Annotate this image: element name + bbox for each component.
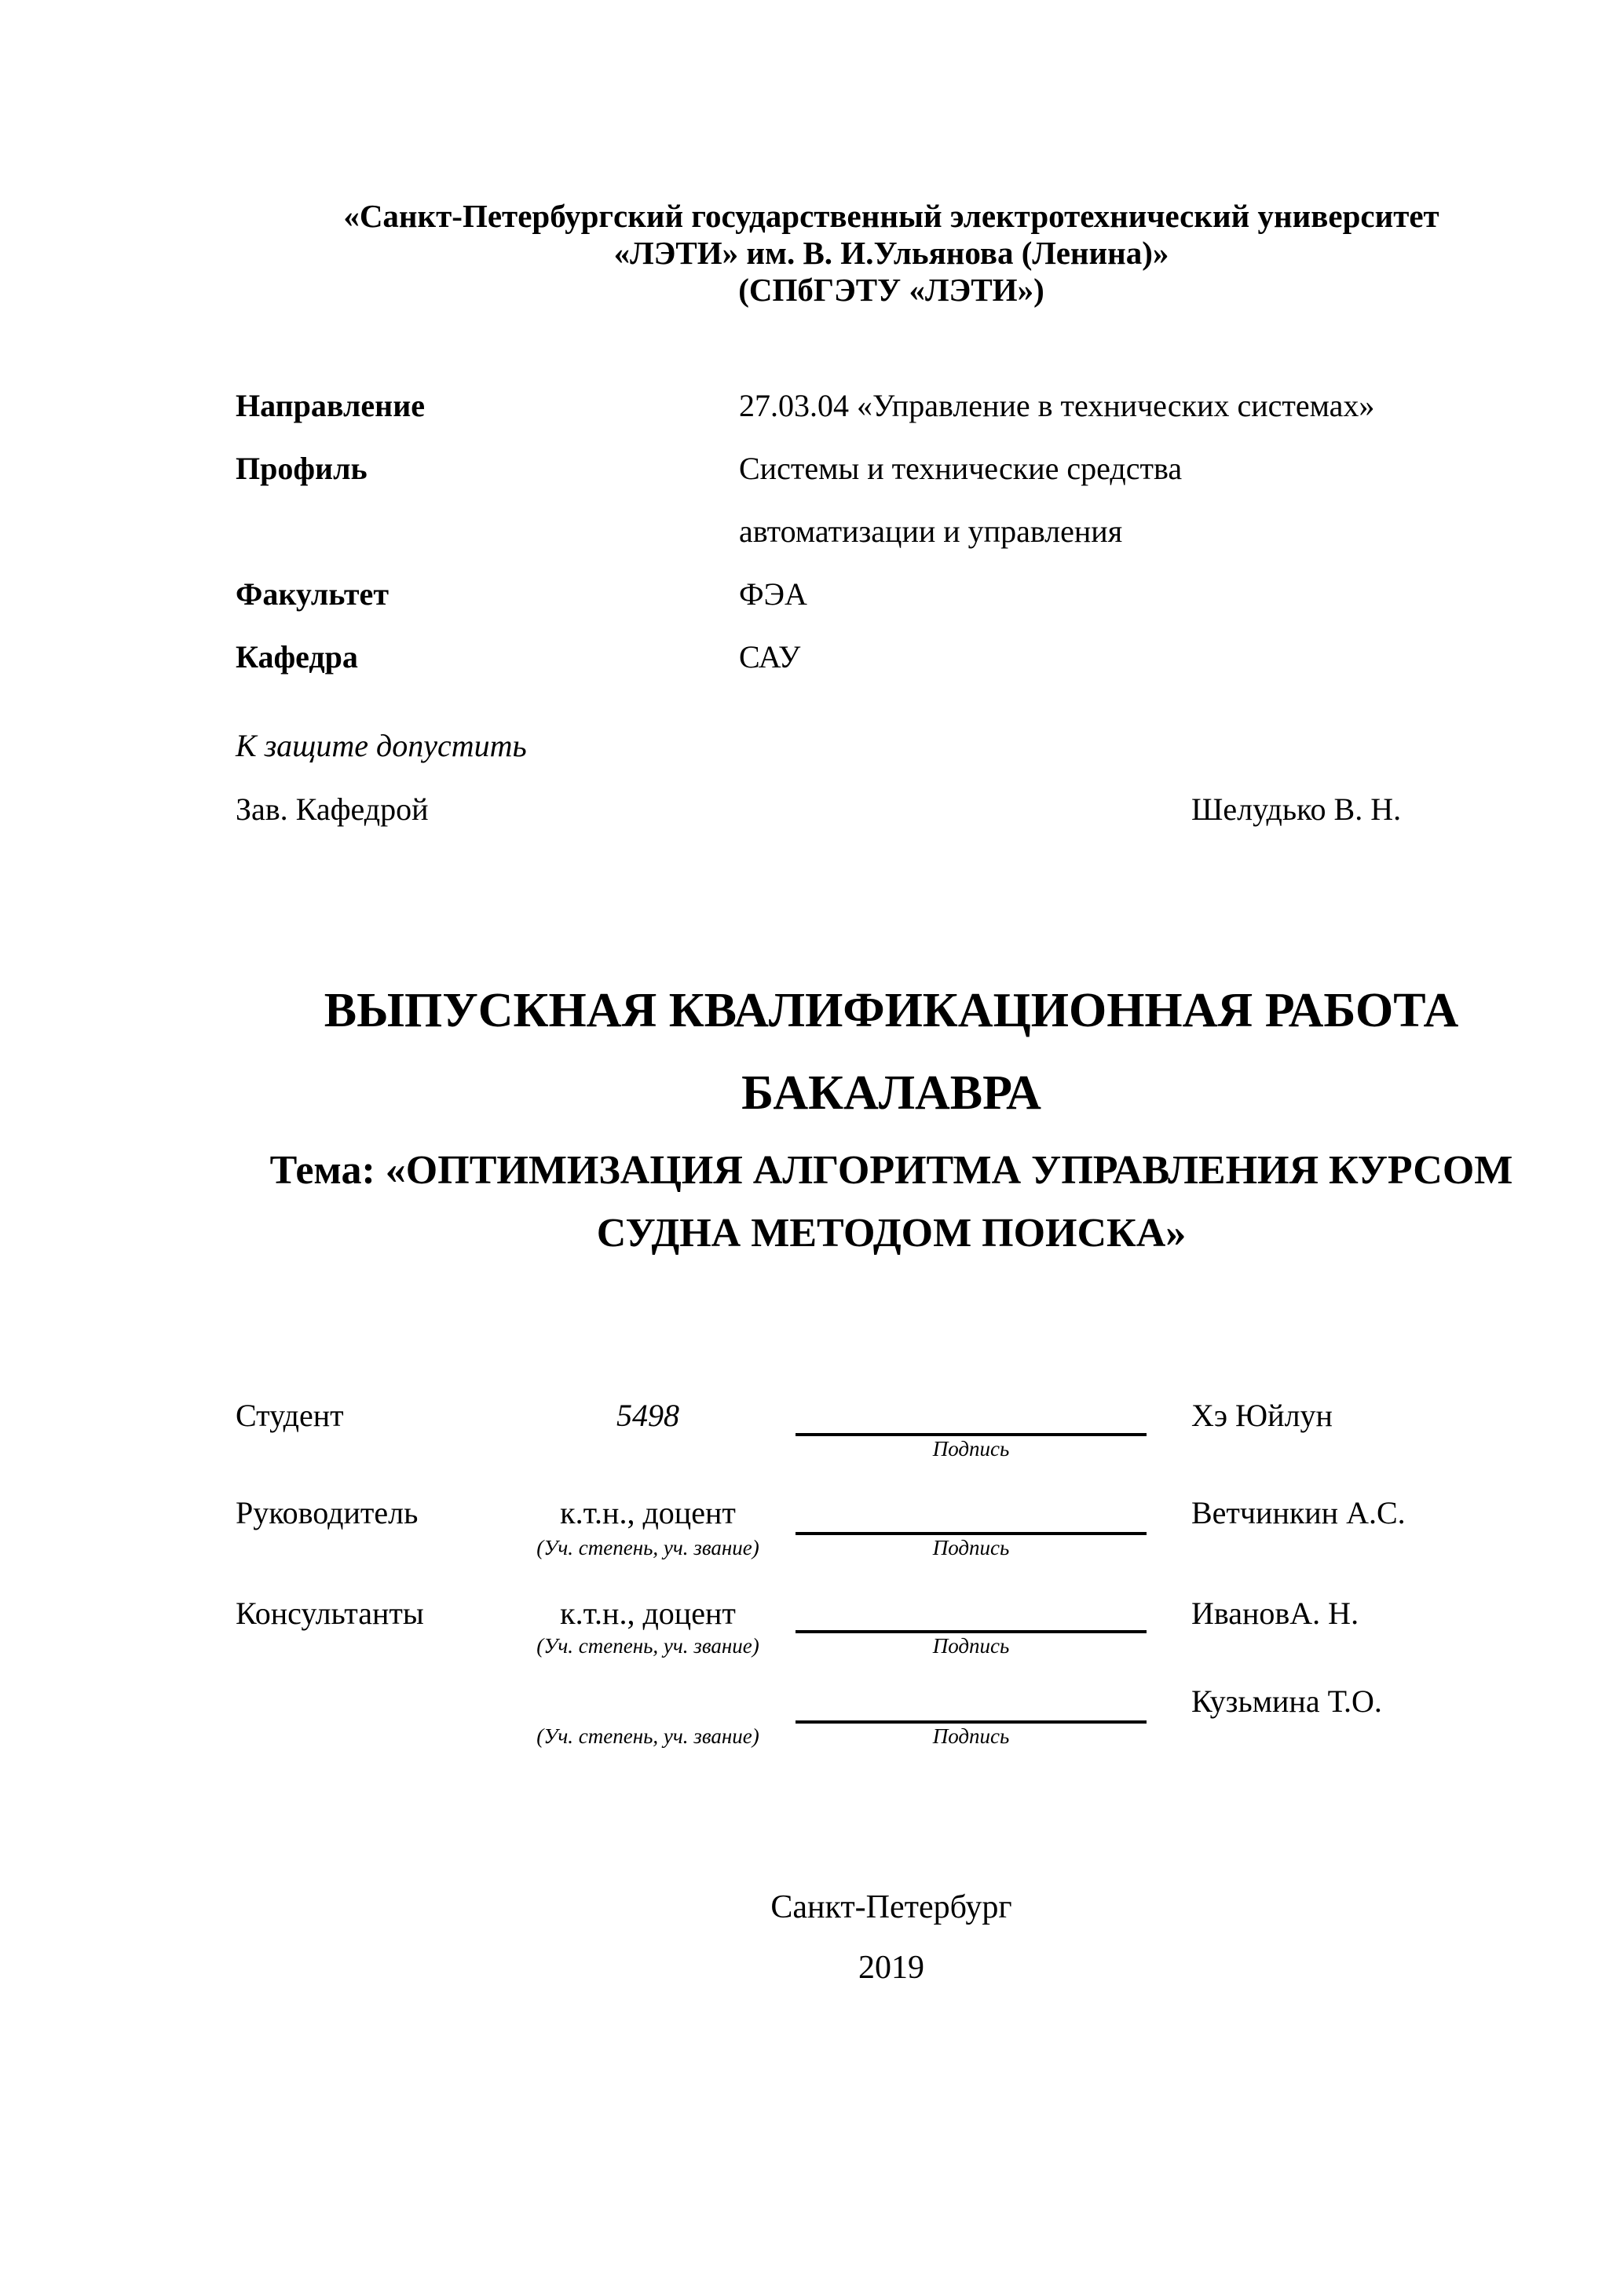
- profile-label: Профиль: [236, 451, 368, 486]
- consultant1-degree: к.т.н., доцент: [560, 1596, 736, 1631]
- work-title-line1: ВЫПУСКНАЯ КВАЛИФИКАЦИОННАЯ РАБОТА: [324, 984, 1459, 1037]
- supervisor-signature-caption: Подпись: [932, 1536, 1010, 1559]
- consultant2-degree-caption: (Уч. степень, уч. звание): [536, 1724, 759, 1748]
- direction-value: 27.03.04 «Управление в технических системах»: [739, 388, 1375, 423]
- admission-permit-line: К защите допустить: [236, 728, 527, 763]
- student-role-label: Студент: [236, 1398, 344, 1433]
- university-name-line1: «Санкт-Петербургский государственный электротехнический университет: [343, 198, 1439, 234]
- consultant1-degree-caption: (Уч. степень, уч. звание): [536, 1634, 759, 1658]
- department-label: Кафедра: [236, 639, 358, 675]
- faculty-label: Факультет: [236, 576, 389, 612]
- supervisor-role-label: Руководитель: [236, 1495, 419, 1530]
- consultant2-name: Кузьмина Т.О.: [1191, 1684, 1382, 1719]
- profile-value-line2: автоматизации и управления: [739, 514, 1123, 549]
- supervisor-degree: к.т.н., доцент: [560, 1495, 736, 1530]
- student-group-number: 5498: [616, 1398, 679, 1433]
- student-name: Хэ Юйлун: [1191, 1398, 1333, 1433]
- university-abbreviation: (СПбГЭТУ «ЛЭТИ»): [738, 272, 1044, 308]
- supervisor-name: Ветчинкин А.С.: [1191, 1495, 1406, 1530]
- department-head-name: Шелудько В. Н.: [1191, 792, 1402, 827]
- university-header: [236, 198, 1547, 309]
- department-value: САУ: [739, 639, 801, 675]
- student-signature-line: [796, 1433, 1147, 1436]
- faculty-value: ФЭА: [739, 576, 807, 612]
- footer-city: Санкт-Петербург: [770, 1889, 1012, 1925]
- work-title-line2: БАКАЛАВРА: [741, 1066, 1041, 1120]
- consultant2-signature-caption: Подпись: [932, 1724, 1010, 1748]
- footer-year: 2019: [858, 1950, 924, 1986]
- consultants-role-label: Консультанты: [236, 1596, 424, 1631]
- supervisor-signature-line: [796, 1532, 1147, 1535]
- profile-value-line1: Системы и технические средства: [739, 451, 1183, 486]
- consultant1-name: ИвановА. Н.: [1191, 1596, 1359, 1631]
- supervisor-degree-caption: (Уч. степень, уч. звание): [536, 1536, 759, 1559]
- consultant1-signature-line: [796, 1630, 1147, 1633]
- student-signature-caption: Подпись: [932, 1437, 1010, 1461]
- consultant2-signature-line: [796, 1720, 1147, 1724]
- topic-line1: Тема: «ОПТИМИЗАЦИЯ АЛГОРИТМА УПРАВЛЕНИЯ КУРСОМ: [269, 1148, 1513, 1193]
- direction-label: Направление: [236, 388, 425, 423]
- topic-line2: СУДНА МЕТОДОМ ПОИСКА»: [596, 1211, 1187, 1256]
- university-name-line2: «ЛЭТИ» им. В. И.Ульянова (Ленина)»: [613, 235, 1169, 271]
- department-head-label: Зав. Кафедрой: [236, 792, 429, 827]
- consultant1-signature-caption: Подпись: [932, 1634, 1010, 1658]
